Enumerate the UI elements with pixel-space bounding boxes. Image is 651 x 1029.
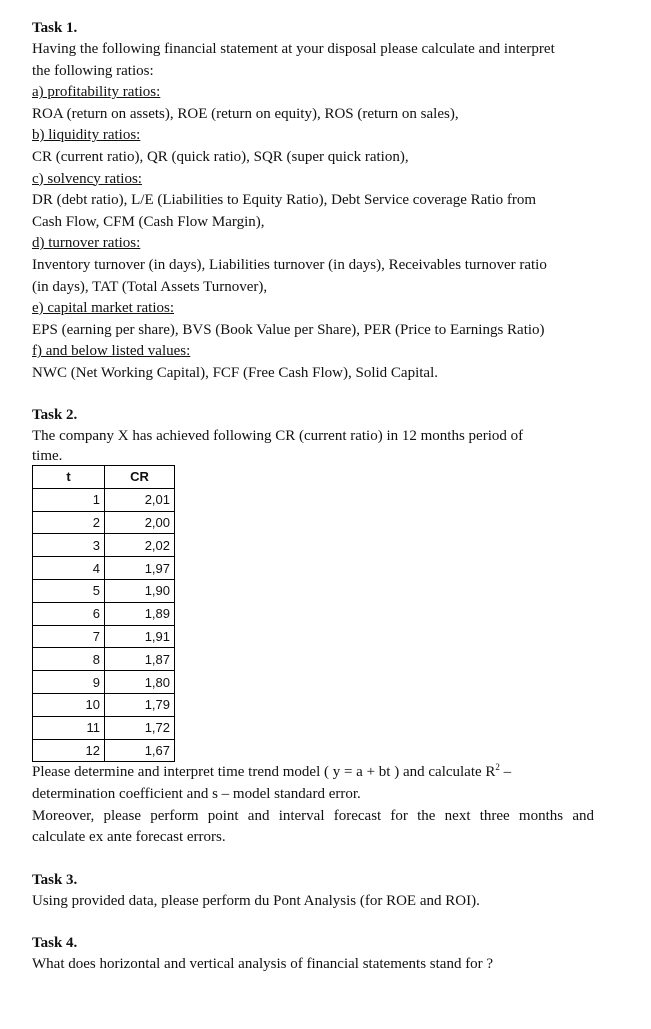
group-heading-profitability: a) profitability ratios: (32, 84, 161, 101)
group-line: Inventory turnover (in days), Liabilities turnover (in days), Receivables turnover ratio (32, 256, 547, 273)
cell-cr: 2,02 (105, 534, 175, 557)
cell-cr: 1,91 (105, 625, 175, 648)
group-heading-values: f) and below listed values: (32, 343, 191, 360)
cell-t: 11 (33, 716, 105, 739)
cell-t: 3 (33, 534, 105, 557)
task2-after-line1 (32, 762, 594, 784)
cell-t: 10 (33, 694, 105, 717)
group-line: DR (debt ratio), L/E (Liabilities to Equity Ratio), Debt Service coverage Ratio from (32, 192, 537, 209)
task2-after-line1-dash: – (499, 764, 512, 781)
table-row (33, 648, 175, 671)
group-heading-solvency: c) solvency ratios: (32, 170, 142, 187)
cell-cr: 2,00 (105, 511, 175, 534)
task1-intro-line1: Having the following financial statement at your disposal please calculate and interpret (32, 41, 555, 57)
group-heading-liquidity: b) liquidity ratios: (32, 127, 141, 144)
table-row (33, 671, 175, 694)
table-row (33, 716, 175, 739)
table-header-row (33, 466, 175, 489)
group-heading-capital-market: e) capital market ratios: (32, 300, 175, 317)
table-row (33, 739, 175, 762)
cell-t: 12 (33, 739, 105, 762)
task2-after-line4: calculate ex ante forecast errors. (32, 829, 226, 846)
table-row (33, 557, 175, 580)
table-row (33, 580, 175, 603)
table-row (33, 694, 175, 717)
group-line: ROA (return on assets), ROE (return on equity), ROS (return on sales), (32, 105, 459, 122)
cell-cr: 1,97 (105, 557, 175, 580)
cell-t: 2 (33, 511, 105, 534)
cell-cr: 1,72 (105, 716, 175, 739)
task4-line: What does horizontal and vertical analysis of financial statements stand for ? (32, 956, 494, 973)
cell-t: 1 (33, 488, 105, 511)
task4-title: Task 4. (32, 935, 78, 952)
task2-after-line3: Moreover, please perform point and interval forecast for the next three months and (32, 807, 594, 824)
task2-after-line1-text: Please determine and interpret time trend model ( y = a + bt ) and calculate R (32, 764, 496, 781)
task2-intro-line2: time. (32, 448, 63, 465)
cell-t: 6 (33, 602, 105, 625)
group-line: Cash Flow, CFM (Cash Flow Margin), (32, 213, 265, 230)
r-squared-superscript: 2 (495, 762, 500, 773)
table-row (33, 625, 175, 648)
task3-line: Using provided data, please perform du Pont Analysis (for ROE and ROI). (32, 892, 480, 909)
table-row (33, 488, 175, 511)
cell-cr: 1,79 (105, 694, 175, 717)
table-row (33, 602, 175, 625)
cr-table (32, 465, 175, 762)
table-row (33, 511, 175, 534)
cell-t: 5 (33, 580, 105, 603)
cell-t: 4 (33, 557, 105, 580)
cell-t: 8 (33, 648, 105, 671)
group-line: CR (current ratio), QR (quick ratio), SQR (super quick ration), (32, 148, 409, 165)
cell-t: 7 (33, 625, 105, 648)
cell-cr: 1,89 (105, 602, 175, 625)
task3-title: Task 3. (32, 871, 78, 888)
task2-intro-line1: The company X has achieved following CR (current ratio) in 12 months period of (32, 427, 524, 444)
table-row (33, 534, 175, 557)
group-heading-turnover: d) turnover ratios: (32, 235, 141, 252)
task1-intro-line2: the following ratios: (32, 62, 154, 79)
task2-after-line2: determination coefficient and s – model standard error. (32, 786, 361, 803)
table-header-cr: CR (105, 466, 175, 489)
cell-cr: 2,01 (105, 488, 175, 511)
cell-cr: 1,90 (105, 580, 175, 603)
document (32, 18, 594, 976)
table-header-t: t (33, 466, 105, 489)
cell-t: 9 (33, 671, 105, 694)
cell-cr: 1,80 (105, 671, 175, 694)
cell-cr: 1,67 (105, 739, 175, 762)
group-line: EPS (earning per share), BVS (Book Value per Share), PER (Price to Earnings Ratio) (32, 321, 545, 338)
task2-title: Task 2. (32, 406, 78, 423)
group-line: NWC (Net Working Capital), FCF (Free Cash Flow), Solid Capital. (32, 364, 438, 381)
task1-title: Task 1. (32, 20, 78, 36)
cell-cr: 1,87 (105, 648, 175, 671)
group-line: (in days), TAT (Total Assets Turnover), (32, 278, 268, 295)
